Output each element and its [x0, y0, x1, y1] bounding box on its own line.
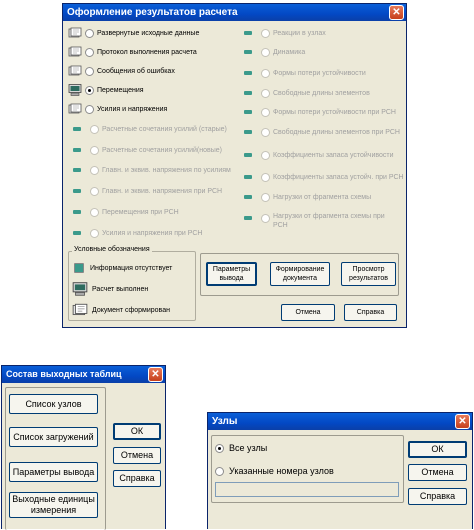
result-label: Сообщения об ошибках: [97, 67, 175, 75]
result-radio: [261, 128, 270, 137]
node-numbers-input[interactable]: [215, 482, 399, 497]
result-item: [239, 86, 370, 100]
no-info-icon: [244, 110, 252, 114]
result-label: Расчетные сочетания усилий(новые): [102, 146, 222, 154]
no-info-icon: [244, 91, 252, 95]
result-item: [68, 205, 179, 219]
result-item: [68, 143, 222, 157]
result-label: Перемещения: [97, 86, 144, 94]
tables-dialog-titlebar[interactable]: [2, 366, 165, 383]
result-label: Формы потери устойчивости: [273, 69, 366, 77]
document-icon: [72, 303, 88, 317]
result-label: Протокол выполнения расчета: [97, 48, 197, 56]
view-results-button[interactable]: Просмотр результатов: [341, 262, 396, 286]
result-label: Свободные длины элементов: [273, 89, 370, 97]
legend-item: [72, 303, 170, 317]
nodes-dialog-titlebar[interactable]: [208, 413, 472, 430]
result-label: Нагрузки от фрагмента схемы: [273, 193, 372, 201]
result-radio: [90, 187, 99, 196]
result-label: Коэффициенты запаса устойчивости: [273, 151, 394, 159]
specified-nodes-radio[interactable]: [215, 467, 224, 476]
result-radio: [90, 146, 99, 155]
tables-dialog: [1, 365, 166, 529]
result-item: [239, 26, 326, 40]
result-radio: [261, 193, 270, 202]
result-label: Свободные длины элементов при РСН: [273, 128, 400, 136]
result-label: Динамика: [273, 48, 306, 56]
legend-label: Информация отсутствует: [90, 264, 173, 272]
result-item[interactable]: [68, 83, 144, 97]
result-item: [239, 212, 401, 234]
result-label: Усилия и напряжения: [97, 105, 168, 113]
result-label: Перемещения при РСН: [102, 208, 179, 216]
result-label: Развернутые исходные данные: [97, 29, 200, 37]
specified-nodes-option[interactable]: [215, 464, 334, 478]
no-info-icon: [74, 263, 84, 273]
result-item: [68, 226, 202, 240]
result-item: [68, 184, 222, 198]
document-icon: [68, 27, 82, 39]
result-radio: [261, 214, 270, 223]
load-list-button[interactable]: Список загружений: [9, 427, 98, 447]
legend-label: Документ сформирован: [92, 306, 170, 314]
result-item[interactable]: [68, 64, 175, 78]
result-radio: [90, 166, 99, 175]
result-radio: [90, 125, 99, 134]
document-icon: [68, 46, 82, 58]
no-info-icon: [73, 168, 81, 172]
result-item: [239, 125, 400, 139]
form-document-button[interactable]: Формирование документа: [270, 262, 330, 286]
result-label: Реакции в узлах: [273, 29, 326, 37]
nodes-dialog-close-button[interactable]: ✕: [455, 414, 470, 429]
result-item: [239, 45, 305, 59]
legend-label: Расчет выполнен: [92, 285, 149, 293]
result-radio: [261, 69, 270, 78]
legend-item: [72, 282, 148, 296]
no-info-icon: [244, 216, 252, 220]
output-units-button[interactable]: Выходные единицы измерения: [9, 492, 98, 518]
result-item: [239, 170, 404, 184]
legend-item: [72, 261, 172, 275]
result-radio: [261, 173, 270, 182]
document-icon: [68, 103, 82, 115]
ok-button[interactable]: ОК: [408, 441, 467, 458]
all-nodes-option[interactable]: [215, 441, 267, 455]
no-info-icon: [73, 148, 81, 152]
tables-dialog-title: Состав выходных таблиц: [6, 369, 122, 379]
result-item[interactable]: [68, 102, 167, 116]
ok-button[interactable]: ОК: [113, 423, 161, 440]
result-label: Формы потери устойчивости при РСН: [273, 108, 396, 116]
result-label: Нагрузки от фрагмента схемы при РСН: [273, 213, 385, 229]
no-info-icon: [244, 31, 252, 35]
node-list-button[interactable]: Список узлов: [9, 394, 98, 414]
result-item: [68, 122, 227, 136]
no-info-icon: [244, 153, 252, 157]
result-radio: [261, 108, 270, 117]
help-button[interactable]: Справка: [408, 488, 467, 505]
result-item: [239, 148, 394, 162]
result-radio[interactable]: [85, 48, 94, 57]
computer-icon: [72, 282, 88, 296]
no-info-icon: [73, 231, 81, 235]
result-label: Расчетные сочетания усилий (старые): [102, 125, 227, 133]
no-info-icon: [244, 195, 252, 199]
result-radio-selected[interactable]: [85, 86, 94, 95]
result-label: Усилия и напряжения при РСН: [102, 229, 203, 237]
result-radio[interactable]: [85, 105, 94, 114]
result-label: Главн. и эквив. напряжения по усилиям: [102, 166, 231, 174]
help-button[interactable]: Справка: [344, 304, 397, 321]
no-info-icon: [73, 127, 81, 131]
cancel-button[interactable]: Отмена: [113, 447, 161, 464]
legend-title: Условные обозначения: [74, 246, 150, 253]
result-radio: [90, 208, 99, 217]
nodes-dialog-title: Узлы: [212, 416, 238, 427]
nodes-dialog: [207, 412, 473, 529]
no-info-icon: [244, 175, 252, 179]
result-label: Коэффициенты запаса устойч. при РСН: [273, 173, 404, 181]
result-item: [68, 163, 231, 177]
specified-nodes-label: Указанные номера узлов: [229, 466, 334, 476]
all-nodes-label: Все узлы: [229, 443, 268, 453]
main-dialog-close-button[interactable]: ✕: [389, 5, 404, 20]
result-label: Главн. и эквив. напряжения при РСН: [102, 187, 223, 195]
main-dialog: [62, 3, 407, 328]
help-button[interactable]: Справка: [113, 470, 161, 487]
cancel-button[interactable]: Отмена: [408, 464, 467, 481]
result-item: [239, 105, 396, 119]
result-item[interactable]: [68, 26, 199, 40]
no-info-icon: [73, 210, 81, 214]
output-params-button[interactable]: Параметры вывода: [9, 462, 98, 482]
no-info-icon: [244, 71, 252, 75]
result-radio: [90, 229, 99, 238]
no-info-icon: [244, 130, 252, 134]
result-item: [239, 66, 366, 80]
main-dialog-title: Оформление результатов расчета: [67, 7, 238, 18]
result-radio: [261, 89, 270, 98]
computer-icon: [68, 84, 82, 96]
result-radio: [261, 29, 270, 38]
result-radio[interactable]: [85, 67, 94, 76]
cancel-button[interactable]: Отмена: [281, 304, 335, 321]
main-dialog-titlebar[interactable]: [63, 4, 406, 21]
result-radio: [261, 151, 270, 160]
result-item[interactable]: [68, 45, 197, 59]
no-info-icon: [244, 50, 252, 54]
no-info-icon: [73, 189, 81, 193]
output-params-button[interactable]: Параметры вывода: [206, 262, 257, 286]
all-nodes-radio[interactable]: [215, 444, 224, 453]
result-radio[interactable]: [85, 29, 94, 38]
document-icon: [68, 65, 82, 77]
result-item: [239, 190, 371, 204]
result-radio: [261, 48, 270, 57]
tables-dialog-close-button[interactable]: ✕: [148, 367, 163, 382]
